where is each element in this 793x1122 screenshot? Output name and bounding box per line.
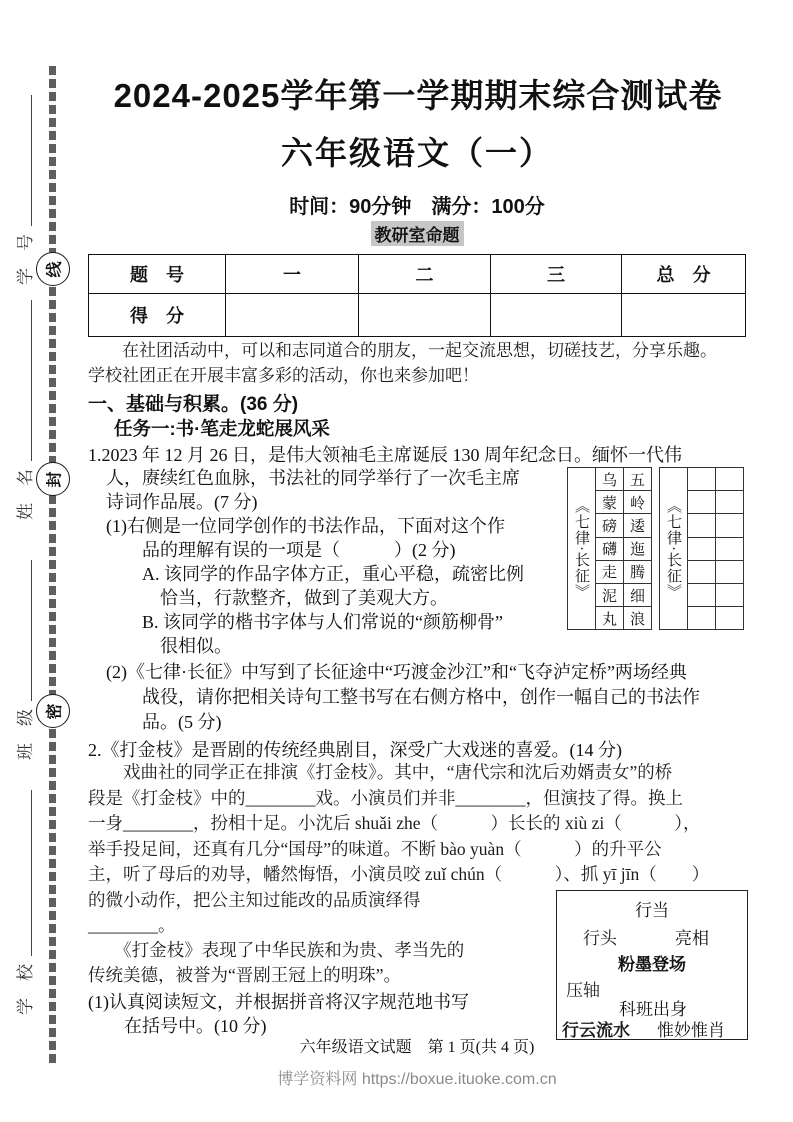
grid-cell: 乌	[601, 472, 617, 489]
grid-cell	[688, 583, 715, 606]
text-line: ________。	[88, 915, 176, 935]
grid-cell: 丸	[596, 606, 623, 629]
grid-cell	[688, 468, 715, 490]
task-1-heading: 任务一:书·笔走龙蛇展风采	[114, 418, 330, 439]
grid-cell: 走	[596, 560, 623, 583]
score-header-cell: 总 分	[622, 255, 746, 294]
opera-terms-word-box	[556, 890, 748, 1040]
question-1-body	[88, 466, 562, 658]
text-line: 品。(5 分)	[88, 712, 222, 732]
fill-in-line	[30, 300, 32, 461]
text-line: B. 该同学的楷书字体与人们常说的“颜筋柳骨”	[88, 612, 503, 632]
text-line: 戏曲社的同学正在排演《打金枝》。其中，“唐代宗和沈后劝婿责女”的桥	[88, 762, 673, 782]
seal-char-circle	[36, 462, 70, 496]
grid-cell: 浪	[624, 606, 651, 629]
grid-cell	[716, 513, 743, 536]
school-field	[10, 790, 36, 1015]
calligraphy-grid	[567, 467, 744, 630]
grid-cell	[716, 537, 743, 560]
student-number-field	[10, 95, 36, 285]
grid-cell: 泥	[596, 583, 623, 606]
calligraphy-empty-block	[659, 467, 744, 630]
text-line: 学校社团正在开展丰富多彩的活动，你也来参加吧！	[88, 366, 479, 385]
poem-title-vertical: 《七律·长征》	[568, 468, 596, 629]
word-box-item: 惟妙惟肖	[657, 1021, 725, 1040]
poem-character-columns	[596, 468, 651, 629]
grid-cell: 逶	[624, 513, 651, 536]
word-box-item: 行云流水	[562, 1021, 630, 1040]
fill-in-line	[30, 790, 32, 956]
question-2-passage	[88, 760, 746, 888]
calligraphy-filled-block	[567, 467, 652, 630]
grid-cell: 蒙	[596, 490, 623, 513]
student-name-field	[10, 300, 36, 520]
footer-site-text: 博学资料网 https://boxue.ituoke.com.cn	[277, 1071, 557, 1088]
text-line: 战役，请你把相关诗句工整书写在右侧方格中，创作一幅自己的书法作	[88, 687, 700, 707]
score-header-cell: 三	[491, 255, 622, 294]
word-box-item: 行头	[583, 929, 617, 948]
text-line: 的微小动作，把公主知过能改的品质演绎得	[88, 890, 421, 910]
text-line: 《打金枝》表现了中华民族和为贵、孝当先的	[88, 940, 465, 960]
seal-char: 封	[46, 470, 64, 488]
question-1-first-line: 1.2023 年 12 月 26 日，是伟大领袖毛主席诞辰 130 周年纪念日。缅怀一代伟	[88, 445, 682, 465]
section-1-heading: 一、基础与积累。(36 分)	[88, 394, 299, 415]
grid-cell	[688, 513, 715, 536]
text-line: (1)认真阅读短文，并根据拼音将汉字规范地书写	[88, 992, 469, 1012]
question-1-part-2	[88, 660, 746, 735]
seal-char: 密	[46, 702, 64, 720]
grid-cell: 腾	[624, 560, 651, 583]
score-empty-cell	[359, 294, 491, 337]
text-line: 在括号中。(10 分)	[88, 1016, 267, 1036]
footer-page-info: 六年级语文试题 第 1 页(共 4 页)	[299, 1039, 535, 1056]
poem-title-vertical: 《七律·长征》	[660, 468, 688, 629]
score-header-cell: 一	[226, 255, 359, 294]
grid-cell	[716, 583, 743, 606]
grid-cell	[716, 468, 743, 490]
score-table	[88, 254, 746, 337]
grid-cell: 五	[629, 472, 645, 489]
exam-title: 2024-2025学年第一学期期末综合测试卷	[113, 77, 723, 114]
text-line: 诗词作品展。(7 分)	[88, 492, 258, 512]
word-box-item: 亮相	[675, 929, 709, 948]
exam-subtitle: 六年级语文（一）	[280, 135, 553, 171]
question-2-passage-continued	[88, 888, 554, 988]
text-line: 段是《打金枝》中的________戏。小演员们并非________，但演技了得。换上	[88, 787, 683, 808]
text-line: 一身________，扮相十足。小沈后 shuǎi zhe（ ）长长的 xiù zi（ ），	[88, 813, 701, 833]
text-line: 在社团活动中，可以和志同道合的朋友，一起交流思想，切磋技艺，分享乐趣。	[88, 341, 717, 360]
score-empty-cell	[491, 294, 622, 337]
student-name-label: 姓 名	[16, 469, 35, 520]
setter-badge-wrap	[88, 221, 746, 246]
class-field	[10, 560, 36, 760]
class-label: 班 级	[16, 709, 35, 760]
binding-dashed-line	[49, 66, 56, 1064]
grid-cell	[716, 490, 743, 513]
grid-cell: 细	[624, 583, 651, 606]
grid-cell: 迤	[624, 537, 651, 560]
grid-cell	[716, 560, 743, 583]
intro-paragraph	[88, 338, 746, 388]
score-row-label: 得 分	[89, 294, 226, 337]
text-line: (2)《七律·长征》中写到了长征途中“巧渡金沙江”和“飞夺泸定桥”两场经典	[88, 662, 687, 682]
student-number-label: 学 号	[16, 234, 35, 285]
time-score-info: 时间：90分钟 满分：100分	[289, 196, 545, 218]
word-box-item: 行当	[635, 901, 669, 920]
school-label: 学 校	[16, 964, 35, 1015]
grid-cell: 礴	[596, 537, 623, 560]
score-empty-cell	[622, 294, 746, 337]
score-table-score-row	[89, 294, 746, 337]
setter-badge: 教研室命题	[371, 221, 464, 246]
grid-cell	[688, 560, 715, 583]
seal-char: 线	[46, 260, 64, 278]
seal-char-circle	[36, 694, 70, 728]
text-line: 人，赓续红色血脉，书法社的同学举行了一次毛主席	[88, 468, 520, 488]
question-2-sub-1	[88, 990, 558, 1038]
word-box-item: 科班出身	[619, 1000, 687, 1019]
score-header-cell: 二	[359, 255, 491, 294]
seal-char-circle	[36, 252, 70, 286]
text-line: 恰当，行款整齐，做到了美观大方。	[88, 588, 448, 608]
fill-in-line	[30, 95, 32, 226]
text-line: 主，听了母后的劝导，幡然悔悟，小演员咬 zuǐ chún（ ）、抓 yī jīn（ ）	[88, 864, 710, 884]
grid-cell	[716, 606, 743, 629]
grid-cell	[688, 490, 715, 513]
text-line: 很相似。	[88, 636, 232, 656]
question-2-heading: 2.《打金枝》是晋剧的传统经典剧目，深受广大戏迷的喜爱。(14 分)	[88, 740, 622, 760]
score-table-header-row	[89, 255, 746, 294]
word-box-item: 粉墨登场	[618, 955, 686, 974]
word-box-item: 压轴	[566, 981, 600, 1000]
score-header-cell: 题 号	[89, 255, 226, 294]
text-line: 举手投足间，还真有几分“国母”的味道。不断 bào yuàn（ ）的升平公	[88, 838, 662, 859]
grid-cell: 磅	[596, 513, 623, 536]
grid-cell	[688, 537, 715, 560]
text-line: 传统美德，被誉为“晋剧王冠上的明珠”。	[88, 965, 402, 985]
fill-in-line	[30, 560, 32, 701]
text-line: (1)右侧是一位同学创作的书法作品，下面对这个作	[88, 516, 505, 536]
score-empty-cell	[226, 294, 359, 337]
grid-cell	[688, 606, 715, 629]
text-line: 品的理解有误的一项是（ ）(2 分)	[88, 540, 456, 560]
text-line: A. 该同学的作品字体方正，重心平稳，疏密比例	[88, 564, 524, 584]
empty-writing-columns	[688, 468, 743, 629]
grid-cell: 岭	[624, 490, 651, 513]
